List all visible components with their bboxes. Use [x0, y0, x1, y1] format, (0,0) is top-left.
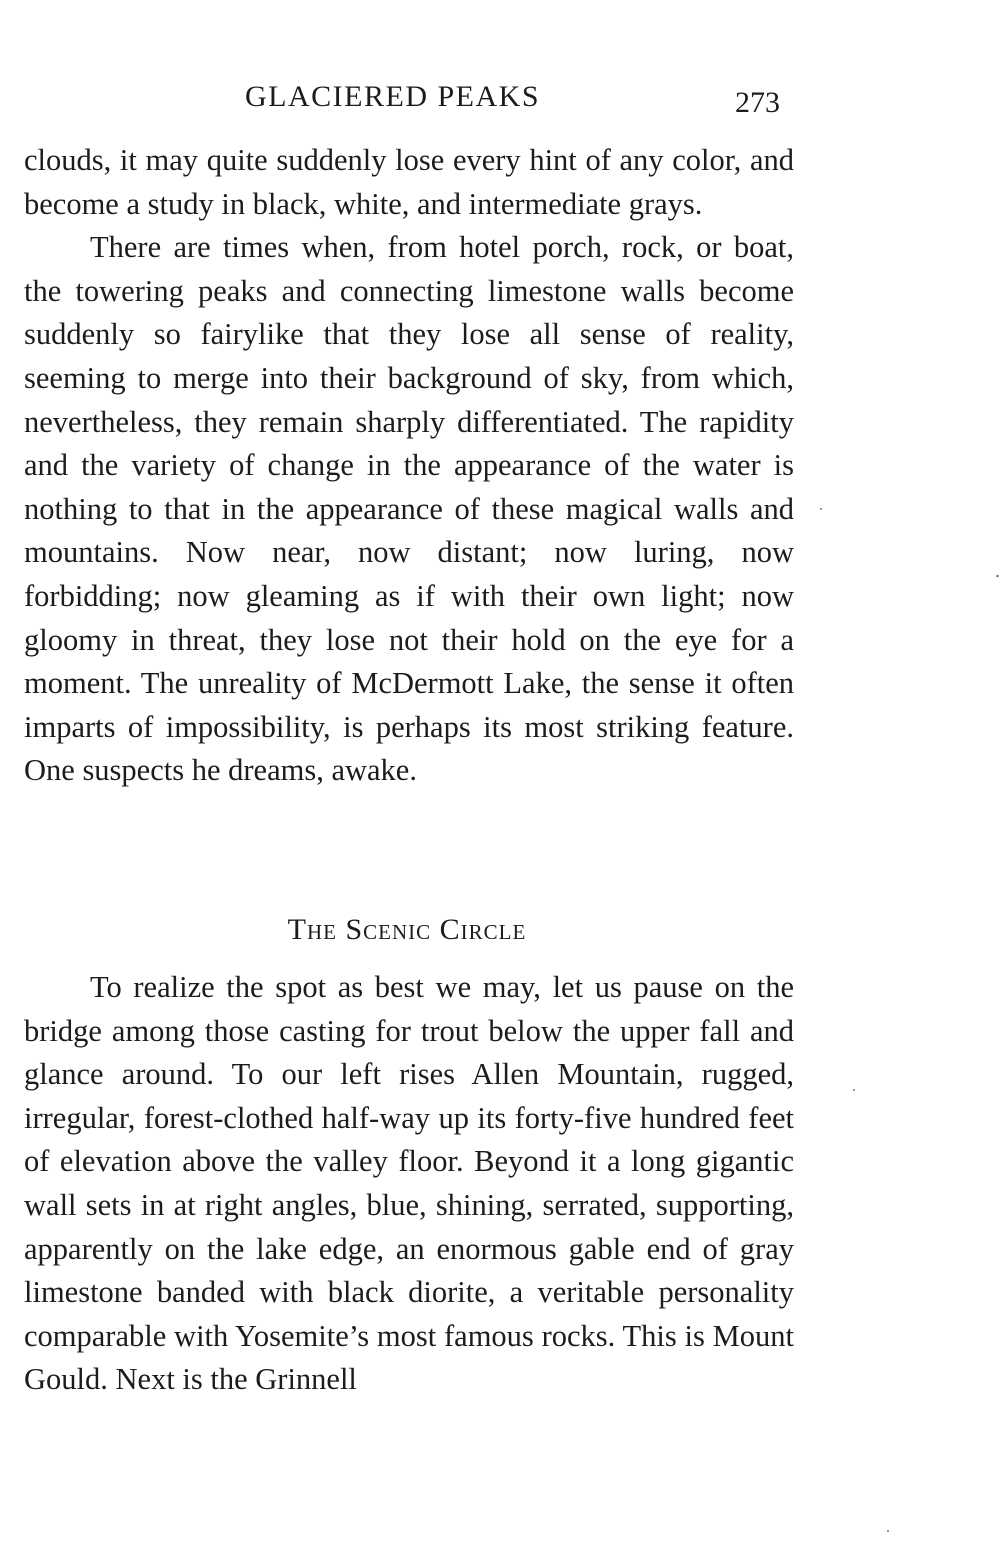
- running-title: GLACIERED PEAKS: [245, 80, 541, 113]
- section-heading: The Scenic Circle: [287, 913, 527, 946]
- paragraph-continuation: clouds, it may quite suddenly lose every hint of any color, and become a study in black, white, and intermediate grays.: [24, 143, 794, 221]
- paragraph-scenic-circle: To realize the spot as best we may, let us pause on the bridge among those casting for trout below the upper fall and glance around. To our left rises Allen Mountain, rugged, irregular, forest-clothed half-way up its forty-five hundred feet of elevation above the valley floor. Beyond it a long gigantic wall sets in at right angles, blue, shining, serrated, supporting, apparently on the lake edge, an enormous gable end of gray limestone banded with black diorite, a veritable personality comparable with Yosemite’s most famous rocks. This is Mount Gould. Next is the Grinnell: [24, 970, 794, 1397]
- paragraph-hotel-porch: There are times when, from hotel porch, rock, or boat, the towering peaks and connecting limestone walls become suddenly so fairylike that they lose all sense of reality, seeming to merge into their background of sky, from which, nevertheless, they remain sharply differentiated. The rapidity and the variety of change in the appearance of the water is nothing to that in the appearance of these magical walls and mountains. Now near, now distant; now luring, now forbidding; now gleaming as if with their own light; now gloomy in threat, they lose not their hold on the eye for a moment. The unreality of McDermott Lake, the sense it often imparts of impossibility, is perhaps its most striking feature. One suspects he dreams, awake.: [24, 230, 794, 788]
- scan-speck: [853, 1089, 855, 1091]
- page-number: 273: [735, 86, 780, 119]
- scan-speck: [996, 575, 999, 577]
- text-block-after-heading: [24, 966, 794, 1402]
- running-head: [0, 80, 1000, 124]
- scan-speck: [887, 1530, 889, 1532]
- text-block-before-heading: [24, 139, 794, 793]
- scan-speck: [820, 508, 822, 510]
